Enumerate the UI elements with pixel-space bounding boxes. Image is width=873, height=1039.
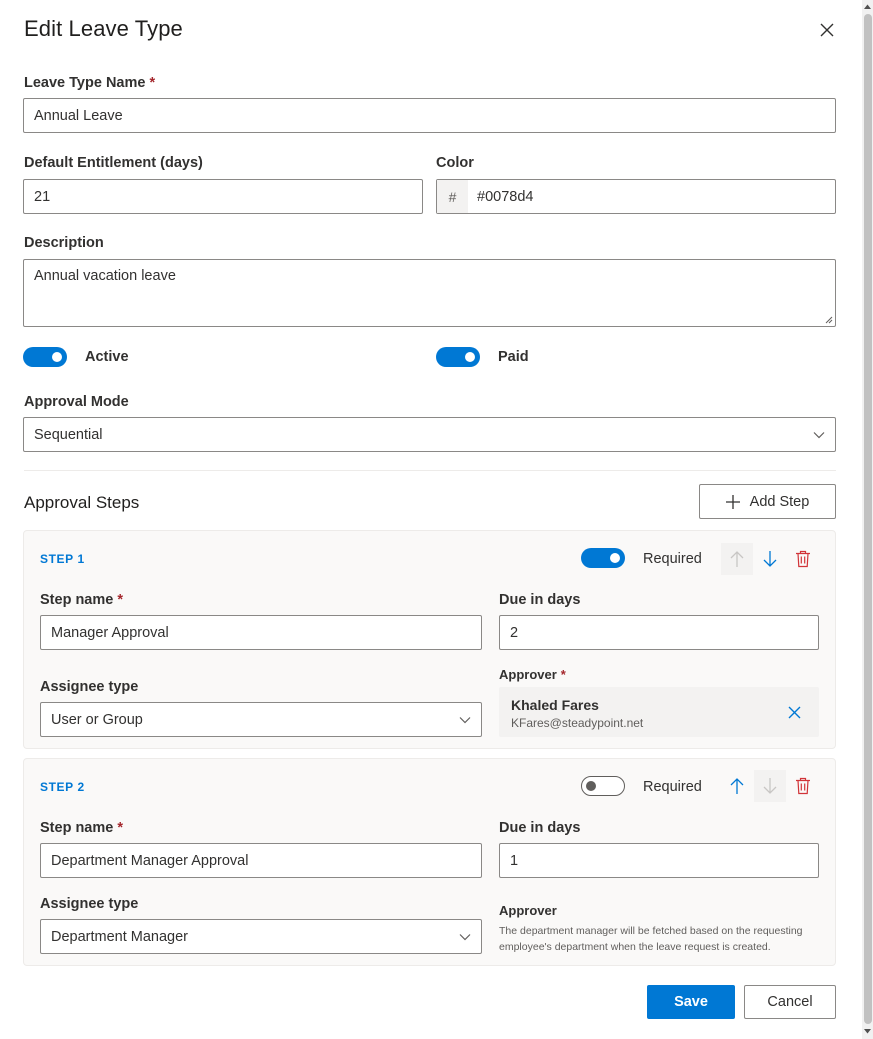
due-days-value: 2 [510,624,519,641]
required-mark: * [149,75,156,91]
leave-type-name-label-text: Leave Type Name [24,75,146,91]
arrow-up-icon [730,550,744,568]
toggle-knob [465,352,475,362]
required-mark: * [560,667,566,682]
entitlement-value: 21 [34,188,51,205]
color-value: #0078d4 [477,188,534,205]
description-label: Description [24,235,104,251]
step-name-label-text: Step name [40,592,114,608]
assignee-type-select[interactable] [40,919,482,954]
plus-icon [726,495,740,509]
approval-steps-title: Approval Steps [24,493,140,512]
chevron-down-icon [459,933,471,941]
trash-icon [795,550,811,568]
assignee-type-value: User or Group [51,711,143,728]
toggle-knob [610,553,620,563]
approver-label: Approver [499,903,557,918]
approver-name: Khaled Fares [511,697,599,713]
due-days-input[interactable] [499,615,819,650]
description-textarea[interactable] [23,259,836,327]
required-mark: * [117,820,123,836]
close-button[interactable] [815,18,839,42]
due-days-input[interactable] [499,843,819,878]
required-mark: * [117,592,123,608]
move-down-button[interactable] [754,770,786,802]
approval-mode-select[interactable] [23,417,836,452]
paid-label: Paid [498,349,529,365]
delete-step-button[interactable] [787,770,819,802]
step-name-input[interactable] [40,615,482,650]
scroll-up-icon[interactable] [863,3,872,10]
assignee-type-label: Assignee type [40,896,139,912]
arrow-down-icon [763,777,777,795]
cancel-button[interactable]: Cancel [744,985,836,1019]
move-up-button[interactable] [721,770,753,802]
paid-toggle[interactable] [436,347,480,367]
step-label: STEP 2 [40,780,85,794]
move-up-button[interactable] [721,543,753,575]
color-input[interactable] [436,179,836,214]
section-divider [24,470,836,471]
close-icon [788,706,801,719]
color-label: Color [436,155,474,171]
step-name-input[interactable] [40,843,482,878]
approver-hint: The department manager will be fetched based on the requesting employee's department when the leave request is created. [499,925,803,953]
step-name-value: Department Manager Approval [51,852,249,869]
due-days-value: 1 [510,852,519,869]
leave-type-name-value: Annual Leave [34,107,123,124]
resize-grip-icon[interactable] [825,316,833,324]
trash-icon [795,777,811,795]
step-name-label [40,820,123,836]
due-days-label: Due in days [499,592,581,608]
color-prefix: # [437,180,468,213]
chevron-down-icon [459,716,471,724]
scroll-down-icon[interactable] [863,1028,872,1035]
step-required-label: Required [643,551,702,567]
active-label: Active [85,349,129,365]
approver-label [499,667,566,682]
move-down-button[interactable] [754,543,786,575]
toggle-knob [586,781,596,791]
remove-approver-button[interactable] [778,696,810,728]
step-required-toggle[interactable] [581,776,625,796]
description-value: Annual vacation leave [34,268,176,284]
toggle-knob [52,352,62,362]
delete-step-button[interactable] [787,543,819,575]
step-name-label-text: Step name [40,820,114,836]
close-icon [820,23,834,37]
assignee-type-value: Department Manager [51,928,189,945]
arrow-up-icon [730,777,744,795]
assignee-type-select[interactable] [40,702,482,737]
entitlement-input[interactable] [23,179,423,214]
approver-label-text: Approver [499,667,557,682]
add-step-label: Add Step [749,493,810,510]
chevron-down-icon [813,431,825,439]
leave-type-name-label [24,75,155,91]
approval-mode-value: Sequential [34,426,103,443]
step-label: STEP 1 [40,552,85,566]
approval-mode-label: Approval Mode [24,394,129,410]
leave-type-name-input[interactable] [23,98,836,133]
arrow-down-icon [763,550,777,568]
active-toggle[interactable] [23,347,67,367]
assignee-type-label: Assignee type [40,679,139,695]
step-required-label: Required [643,779,702,795]
entitlement-label: Default Entitlement (days) [24,155,203,171]
step-name-value: Manager Approval [51,624,169,641]
due-days-label: Due in days [499,820,581,836]
dialog-title: Edit Leave Type [24,16,183,41]
approver-email: KFares@steadypoint.net [511,716,644,730]
save-button[interactable]: Save [647,985,735,1019]
step-name-label [40,592,123,608]
add-step-button[interactable] [699,484,836,519]
scrollbar-thumb[interactable] [864,14,872,1024]
step-required-toggle[interactable] [581,548,625,568]
